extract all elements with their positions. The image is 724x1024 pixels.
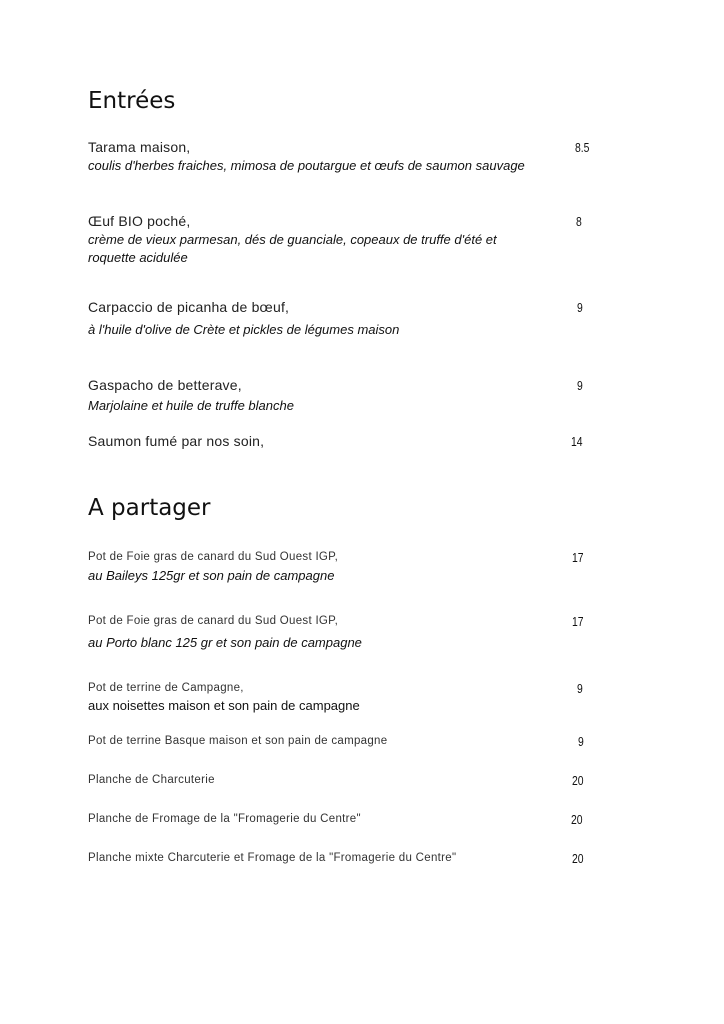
item-name: Planche mixte Charcuterie et Fromage de la "Fromagerie du Centre" — [88, 852, 457, 864]
item-name: Carpaccio de picanha de bœuf, — [88, 299, 290, 315]
item-description: à l'huile d'olive de Crète et pickles de légumes maison — [88, 322, 400, 337]
item-description: crème de vieux parmesan, dés de guanciale, copeaux de truffe d'été et — [88, 232, 497, 247]
item-price: 9 — [577, 300, 583, 315]
item-name: Planche de Fromage de la "Fromagerie du Centre" — [88, 813, 361, 825]
item-price: 8 — [576, 214, 582, 229]
item-name: Gaspacho de betterave, — [88, 377, 242, 393]
item-price: 9 — [578, 734, 584, 749]
item-description: au Baileys 125gr et son pain de campagne — [88, 568, 335, 583]
item-name: Œuf BIO poché, — [88, 213, 191, 229]
item-description: Marjolaine et huile de truffe blanche — [88, 398, 294, 413]
item-name: Saumon fumé par nos soin, — [88, 433, 265, 449]
item-name: Pot de terrine de Campagne, — [88, 682, 244, 694]
item-price: 20 — [572, 773, 584, 788]
item-description-line2: roquette acidulée — [88, 250, 188, 265]
item-name: Planche de Charcuterie — [88, 774, 215, 786]
item-description: au Porto blanc 125 gr et son pain de campagne — [88, 635, 362, 650]
item-name: Pot de Foie gras de canard du Sud Ouest IGP, — [88, 615, 339, 627]
item-price: 9 — [577, 681, 583, 696]
item-price: 8.5 — [575, 140, 590, 155]
item-name: Tarama maison, — [88, 139, 191, 155]
item-price: 20 — [572, 851, 584, 866]
item-description: aux noisettes maison et son pain de campagne — [88, 698, 360, 713]
item-price: 14 — [571, 434, 583, 449]
item-price: 17 — [572, 614, 584, 629]
item-name: Pot de terrine Basque maison et son pain de campagne — [88, 735, 388, 747]
item-price: 17 — [572, 550, 584, 565]
section-title-a-partager: A partager — [88, 495, 211, 521]
section-title-entrees: Entrées — [88, 88, 176, 114]
item-price: 9 — [577, 378, 583, 393]
item-name: Pot de Foie gras de canard du Sud Ouest IGP, — [88, 551, 339, 563]
item-description: coulis d'herbes fraiches, mimosa de poutargue et œufs de saumon sauvage — [88, 158, 525, 173]
item-price: 20 — [571, 812, 583, 827]
